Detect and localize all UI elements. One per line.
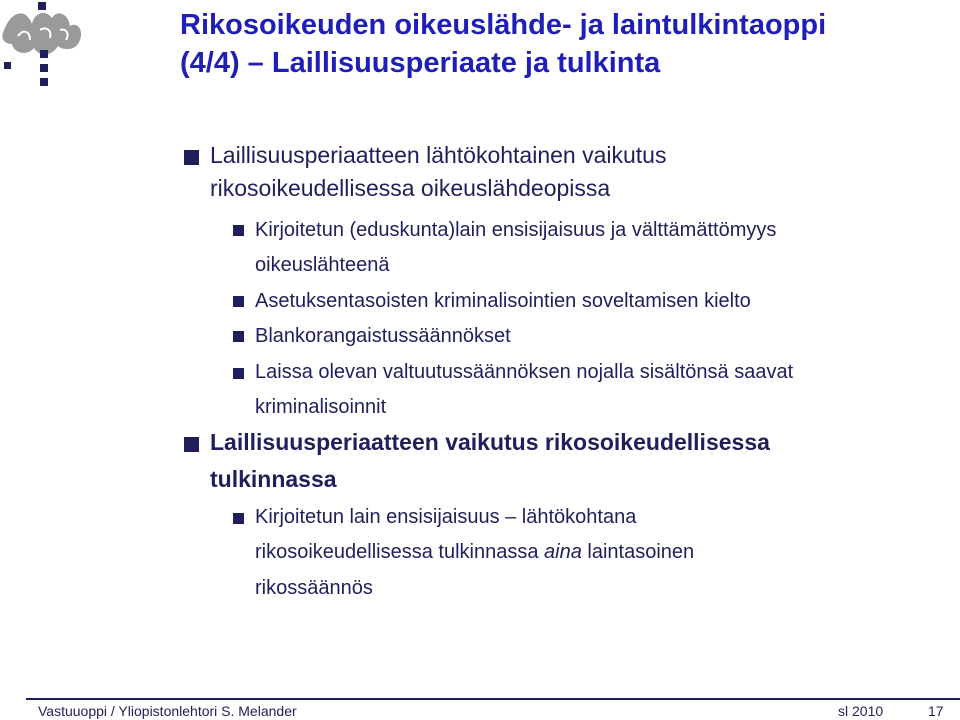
footer-date: sl 2010 xyxy=(838,703,884,719)
square-bullet-icon xyxy=(184,150,199,165)
bullet-2-sub-1-line-2-emphasis: aina xyxy=(544,541,582,563)
slide-title-line2: (4/4) – Laillisuusperiaate ja tulkinta xyxy=(180,47,661,79)
bullet-1-line-2: rikosoikeudellisessa oikeuslähdeopissa xyxy=(210,175,611,201)
slide-title-line1: Rikosoikeuden oikeuslähde- ja laintulkintaoppi xyxy=(180,9,827,41)
bullet-2-sub-1-line-2-pre: rikosoikeudellisessa tulkinnassa xyxy=(255,541,545,563)
bullet-1-line-1: Laillisuusperiaatteen lähtökohtainen vaikutus xyxy=(210,142,667,168)
footer-page-number: 17 xyxy=(928,703,944,719)
bullet-1-sub-4-line-1: Laissa olevan valtuutussäännöksen nojalla sisältönsä saavat xyxy=(255,361,794,383)
bullet-2-line-1: Laillisuusperiaatteen vaikutus rikosoikeudellisessa xyxy=(210,429,770,455)
bullet-2-sub-1-line-3: rikossäännös xyxy=(255,577,373,599)
bullet-1-sub-1-line-2: oikeuslähteenä xyxy=(255,254,390,276)
bullet-2-line-2: tulkinnassa xyxy=(210,466,337,492)
square-bullet-icon xyxy=(233,296,244,307)
square-bullet-icon xyxy=(233,331,244,342)
square-bullet-icon xyxy=(184,437,199,452)
footer-author: Vastuuoppi / Yliopistonlehtori S. Melander xyxy=(38,703,297,719)
square-bullet-icon xyxy=(233,225,244,236)
bullet-1-sub-3: Blankorangaistussäännökset xyxy=(255,325,511,347)
bullet-2-sub-1-line-2-post: laintasoinen xyxy=(581,541,695,563)
square-bullet-icon xyxy=(233,513,244,524)
footer-divider xyxy=(26,698,960,700)
square-bullet-icon xyxy=(233,368,244,379)
bullet-2-sub-1-line-2 xyxy=(255,537,694,567)
bullet-1-sub-1-line-1: Kirjoitetun (eduskunta)lain ensisijaisuus ja välttämättömyys xyxy=(255,219,777,241)
bullet-1-sub-4-line-2: kriminalisoinnit xyxy=(255,396,387,418)
bullet-2-sub-1-line-1: Kirjoitetun lain ensisijaisuus – lähtökohtana xyxy=(255,506,637,528)
bullet-1-sub-2: Asetuksentasoisten kriminalisointien soveltamisen kielto xyxy=(255,290,751,312)
